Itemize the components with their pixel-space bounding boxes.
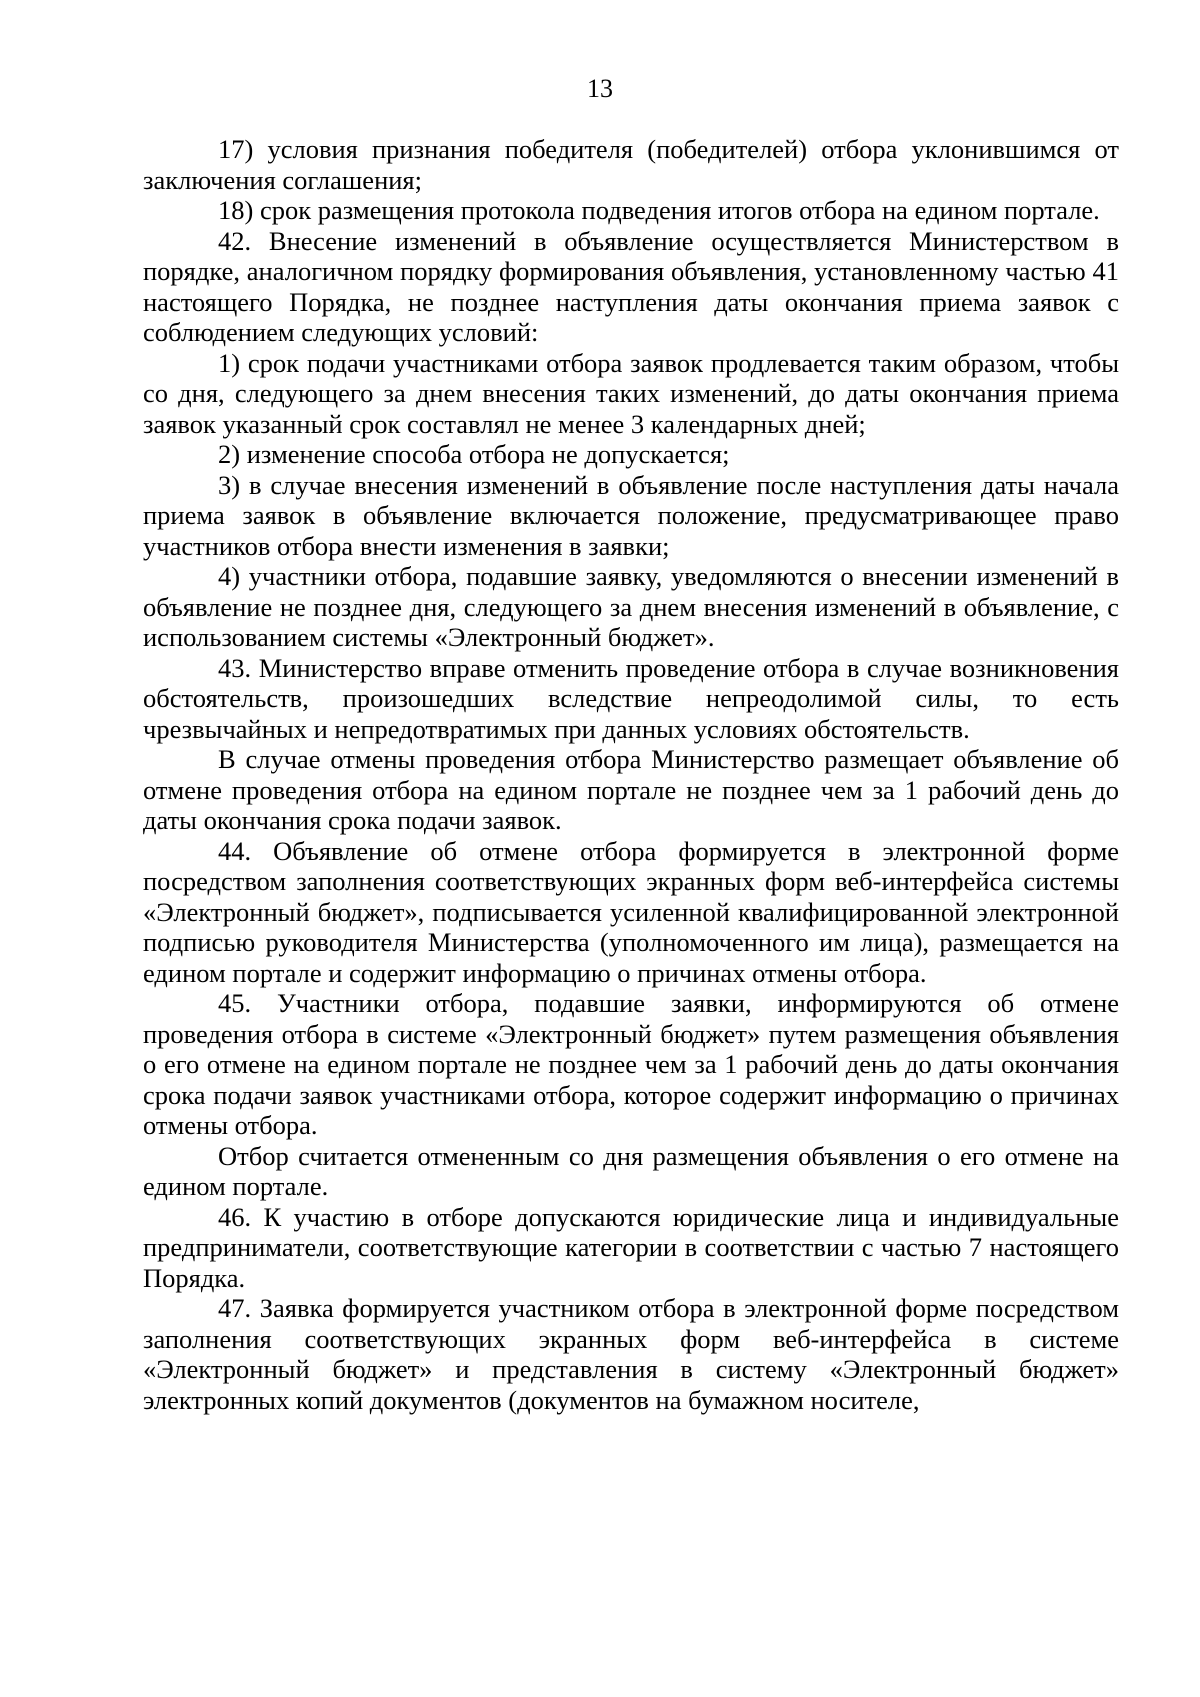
paragraph-condition-3: 3) в случае внесения изменений в объявление после наступления даты начала приема заявок в объявление включается положение, предусматривающее право участников отбора внести изменения в заявки;: [143, 469, 1119, 561]
paragraph-clause-45-cont: Отбор считается отмененным со дня размещения объявления о его отмене на едином портале.: [143, 1140, 1119, 1201]
paragraph-clause-46: 46. К участию в отборе допускаются юридические лица и индивидуальные предприниматели, соответствующие категории в соответствии с частью 7 настоящего Порядка.: [143, 1201, 1119, 1293]
paragraph-condition-1: 1) срок подачи участниками отбора заявок продлевается таким образом, чтобы со дня, следующего за днем внесения таких изменений, до даты окончания приема заявок указанный срок составлял не менее 3 календарных дней;: [143, 347, 1119, 439]
paragraph-condition-2: 2) изменение способа отбора не допускается;: [218, 439, 730, 469]
paragraph-clause-42: 42. Внесение изменений в объявление осуществляется Министерством в порядке, аналогичном порядку формирования объявления, установленному частью 41 настоящего Порядка, не позднее наступления даты окончания приема заявок с соблюдением следующих условий:: [143, 225, 1119, 347]
page-number: 13: [587, 74, 613, 103]
paragraph-clause-47: 47. Заявка формируется участником отбора в электронной форме посредством заполнения соответствующих экранных форм веб-интерфейса в системе «Электронный бюджет» и представления в систему «Электронный бюджет» электронных копий документов (документов на бумажном носителе,: [143, 1293, 1119, 1415]
document-body: [143, 134, 1119, 1415]
paragraph-clause-44: 44. Объявление об отмене отбора формируется в электронной форме посредством заполнения соответствующих экранных форм веб-интерфейса системы «Электронный бюджет», подписывается усиленной квалифицированной электронной подписью руководителя Министерства (уполномоченного им лица), размещается на едином портале и содержит информацию о причинах отмены отбора.: [143, 835, 1119, 988]
paragraph-clause-43-cont: В случае отмены проведения отбора Министерство размещает объявление об отмене проведения отбора на едином портале не позднее чем за 1 рабочий день до даты окончания срока подачи заявок.: [143, 744, 1119, 835]
paragraph-clause-43: 43. Министерство вправе отменить проведение отбора в случае возникновения обстоятельств, произошедших вследствие непреодолимой силы, то есть чрезвычайных и непредотвратимых при данных условиях обстоятельств.: [143, 652, 1119, 744]
paragraph-item-18: 18) срок размещения протокола подведения итогов отбора на едином портале.: [218, 195, 1100, 225]
paragraph-condition-4: 4) участники отбора, подавшие заявку, уведомляются о внесении изменений в объявление не позднее дня, следующего за днем внесения изменений в объявление, с использованием системы «Электронный бюджет».: [143, 561, 1119, 652]
paragraph-clause-45: 45. Участники отбора, подавшие заявки, информируются об отмене проведения отбора в системе «Электронный бюджет» путем размещения объявления о его отмене на едином портале не позднее чем за 1 рабочий день до даты окончания срока подачи заявок участниками отбора, которое содержит информацию о причинах отмены отбора.: [143, 988, 1119, 1140]
paragraph-item-17: 17) условия признания победителя (победителей) отбора уклонившимся от заключения соглашения;: [143, 134, 1119, 195]
